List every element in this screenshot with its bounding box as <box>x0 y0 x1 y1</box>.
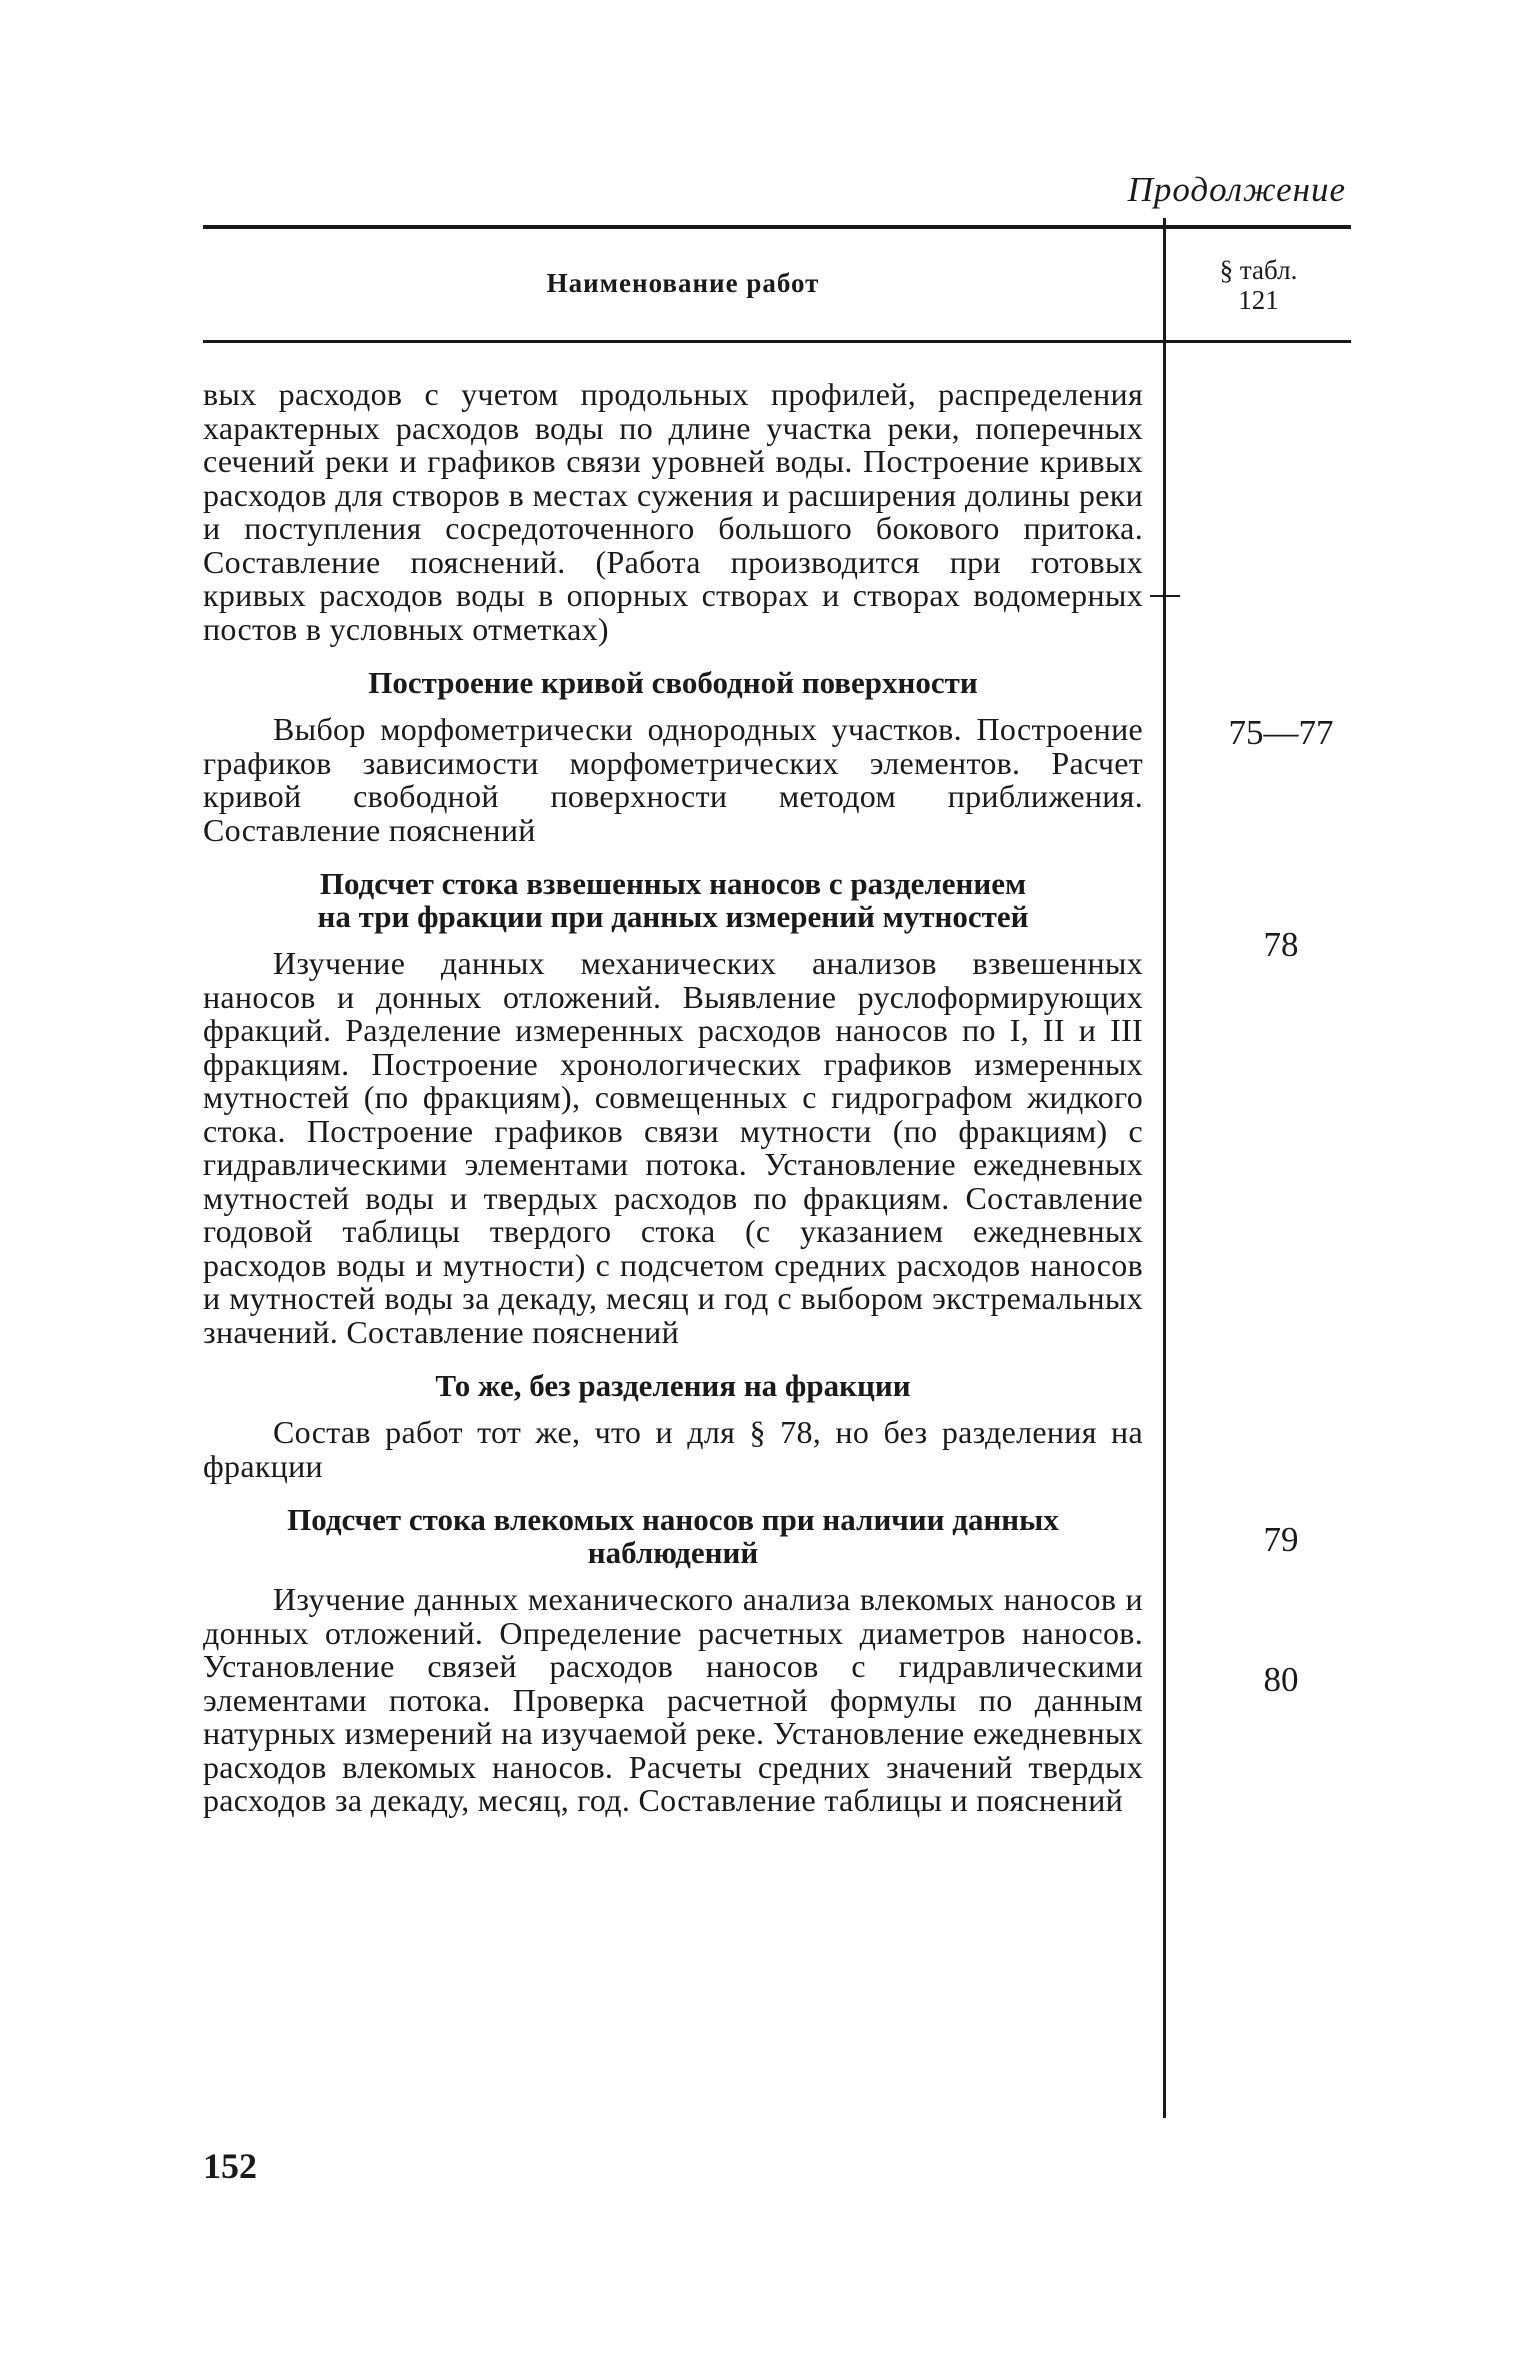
column-header-ref-line2: 121 <box>1238 285 1279 315</box>
entry-heading-80 <box>203 1503 1143 1569</box>
entry-text-79: Состав работ тот же, что и для § 78, но без разделения на фракции <box>203 1414 1143 1484</box>
column-header-ref-line1: § табл. <box>1219 255 1298 285</box>
intro-paragraph: вых расходов с учетом продольных профилей, распределения характерных расходов воды по длине участка реки, поперечных сечений реки и графиков связи уровней воды. Построение кривых расходов для створов в местах сужения и расширения долины реки и поступления сосредоточенного большого бокового притока. Составление пояснений. (Работа производится при готовых кривых расходов воды в опорных створах и створах водомерных постов в условных отметках) <box>203 376 1143 647</box>
column-header-ref <box>1166 255 1351 315</box>
entry-text-78: Изучение данных механических анализов взвешенных наносов и донных отложений. Выявление руслоформирующих фракций. Разделение измеренных расходов наносов по I, II и III фракциям. Построение хронологических графиков измеренных мутностей (по фракциям), совмещенных с гидрографом жидкого стока. Построение графиков связи мутности (по фракциям) с гидравлическими элементами потока. Установление ежедневных мутностей воды и твердых расходов по фракциям. Составление годовой таблицы твердого стока (с указанием ежедневных расходов воды и мутности) с подсчетом средних расходов наносов и мутностей воды за декаду, месяц и год с выбором экстремальных значений. Составление пояснений <box>203 945 1143 1350</box>
entry-heading-78-line1: Подсчет стока взвешенных наносов с разделением <box>319 866 1027 901</box>
table-top-rule <box>203 225 1351 229</box>
ref-79: 79 <box>1263 1520 1299 1559</box>
entry-heading-78-line2: на три фракции при данных измерений мутностей <box>317 899 1029 934</box>
entry-text-75-77: Выбор морфометрически однородных участков. Построение графиков зависимости морфометрических элементов. Расчет кривой свободной поверхности методом приближения. Составление пояснений <box>203 711 1143 848</box>
entry-heading-75-77: Построение кривой свободной поверхности <box>368 665 978 700</box>
entry-heading-79: То же, без разделения на фракции <box>435 1368 911 1403</box>
entry-heading-78 <box>203 867 1143 933</box>
column-divider-tick <box>1150 595 1180 597</box>
column-header-name: Наименование работ <box>546 268 820 298</box>
table-header-rule <box>203 340 1351 343</box>
entry-heading-80-line1: Подсчет стока влекомых наносов при наличии данных <box>287 1502 1059 1537</box>
ref-75-77: 75—77 <box>1228 713 1334 752</box>
column-divider <box>1163 218 1166 2118</box>
continuation-label: Продолжение <box>1127 170 1346 209</box>
ref-80: 80 <box>1263 1660 1299 1699</box>
table-body <box>203 378 1143 1832</box>
page-number: 152 <box>203 2146 257 2186</box>
entry-heading-80-line2: наблюдений <box>587 1535 759 1570</box>
ref-78: 78 <box>1263 925 1299 964</box>
entry-text-80: Изучение данных механического анализа влекомых наносов и донных отложений. Определение расчетных диаметров наносов. Установление связей расходов наносов с гидравлическими элементами потока. Проверка расчетной формулы по данным натурных измерений на изучаемой реке. Установление ежедневных расходов влекомых наносов. Расчеты средних значений твердых расходов за декаду, месяц, год. Составление таблицы и пояснений <box>203 1581 1143 1818</box>
